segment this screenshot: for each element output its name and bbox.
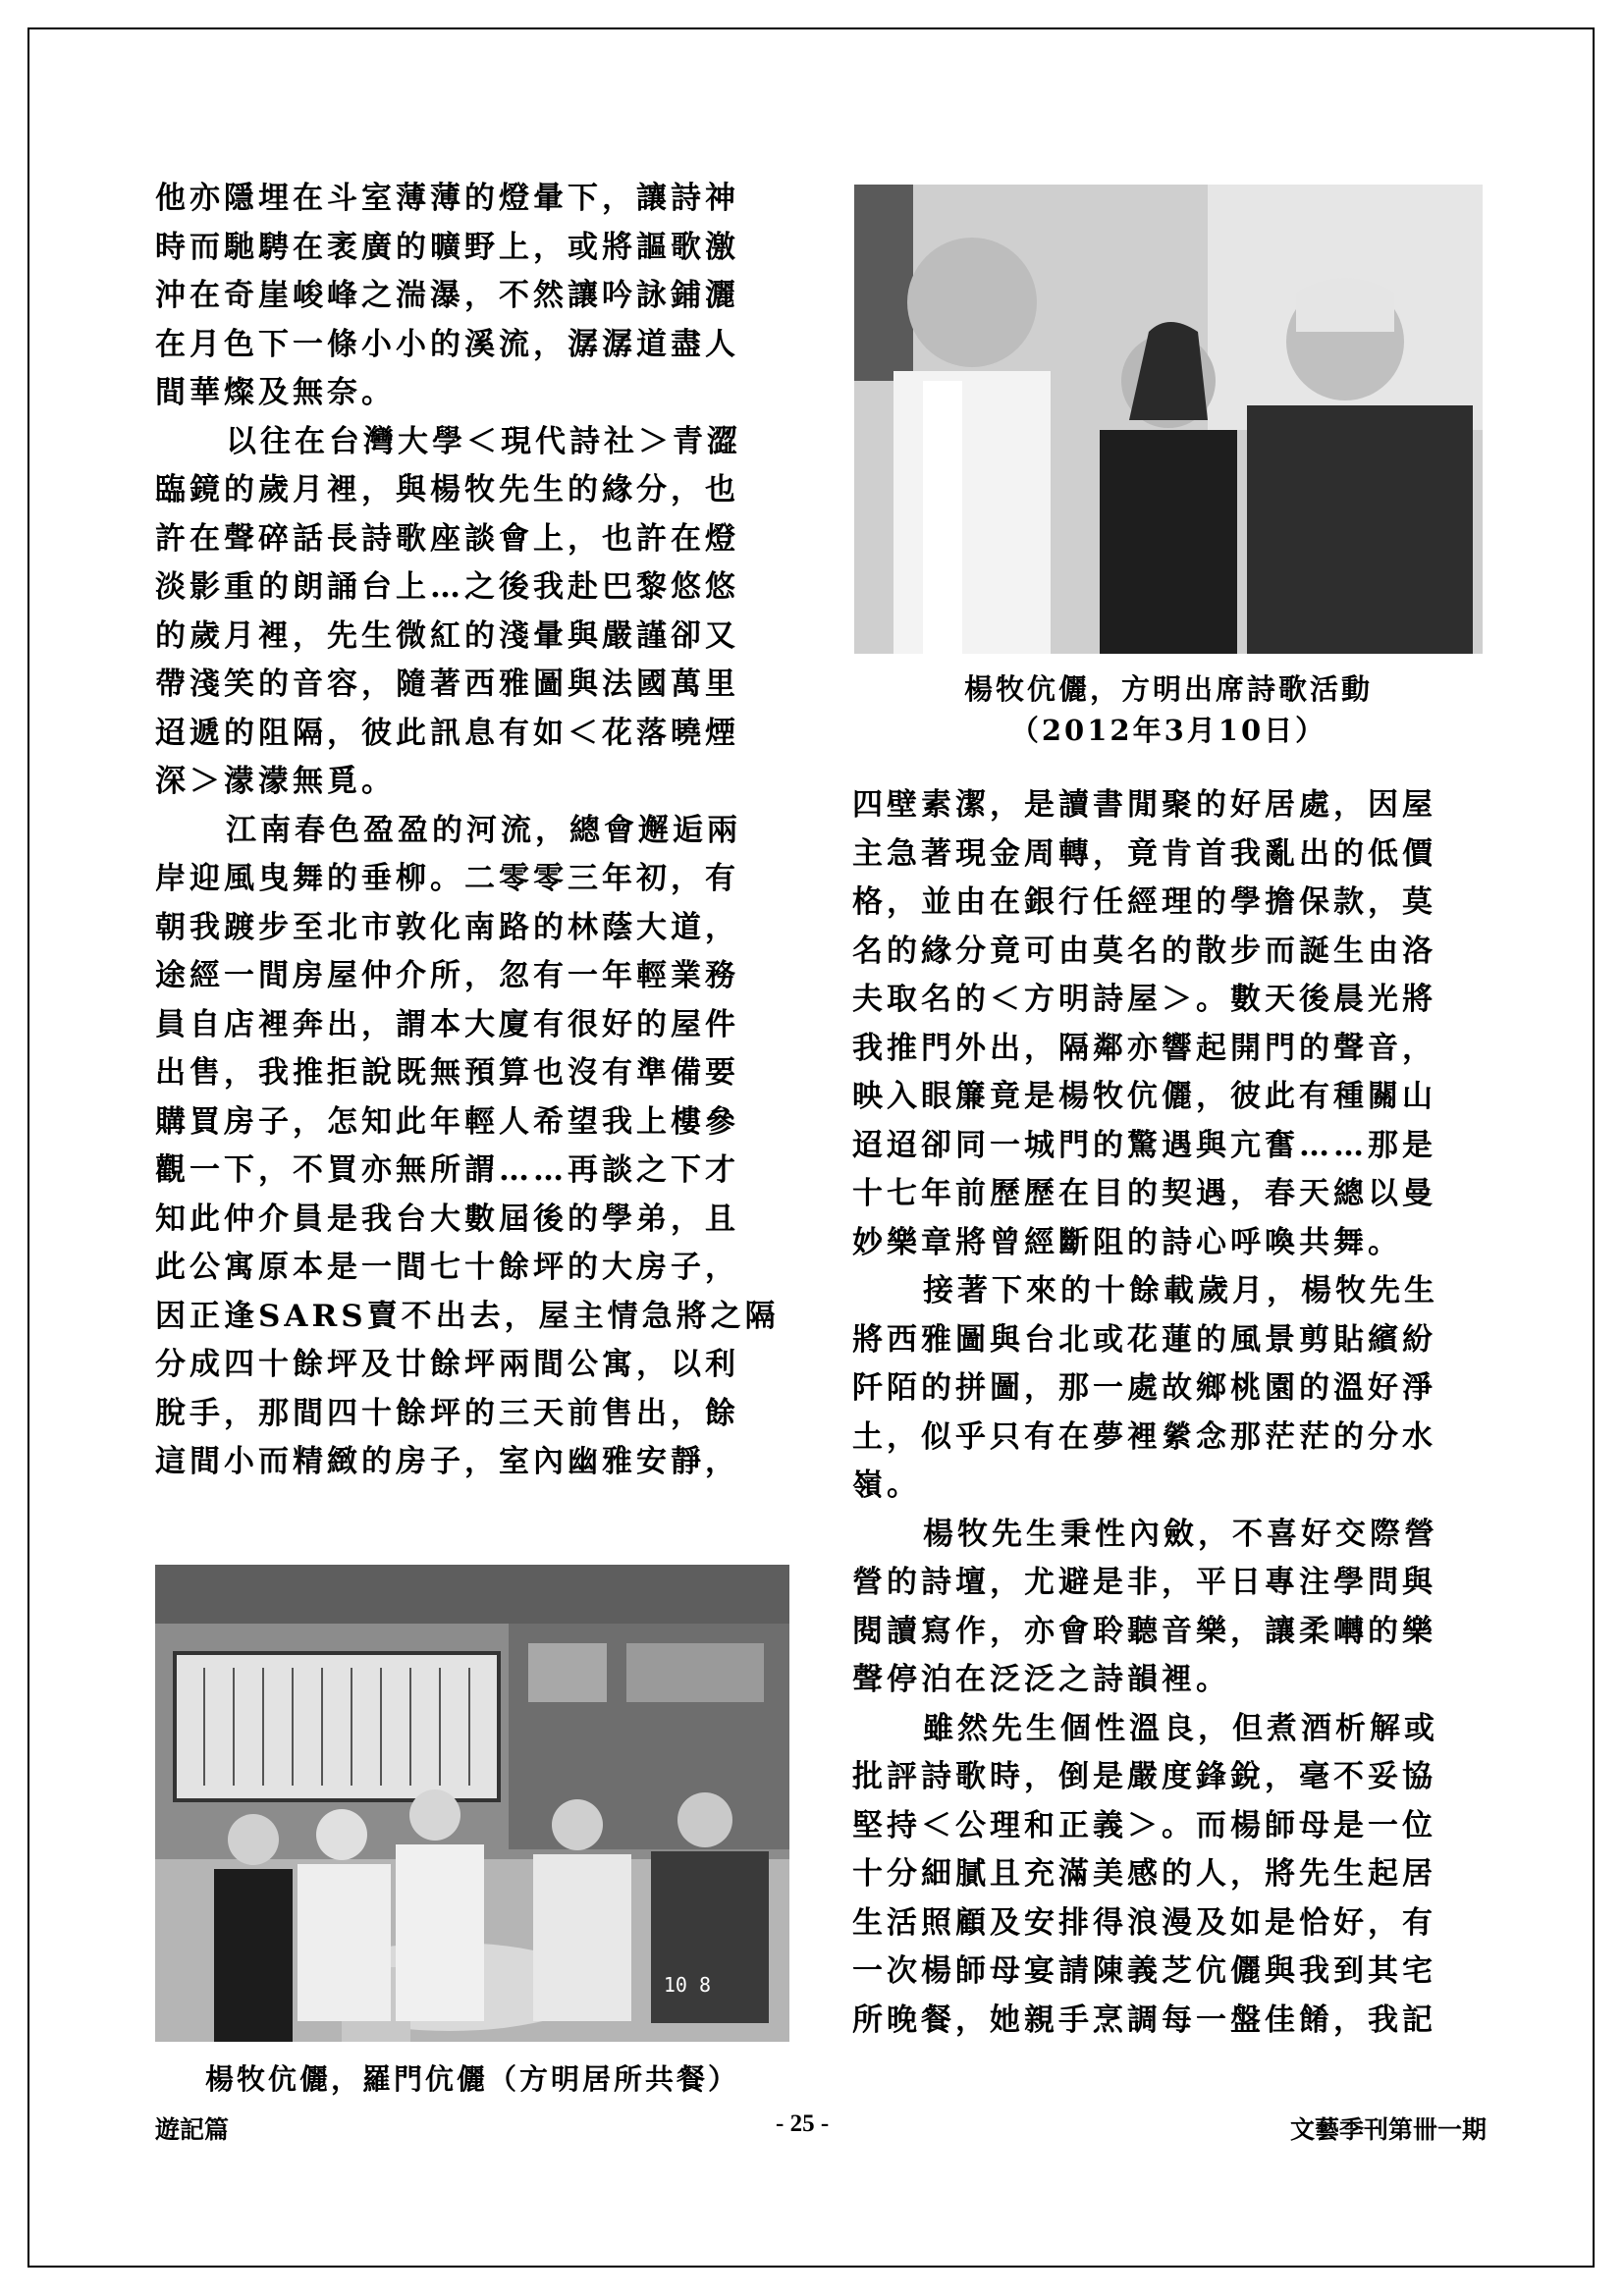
text-line: 映入眼簾竟是楊牧伉儷，彼此有種關山 <box>852 1079 1436 1114</box>
footer-issue: 文藝季刊第卌一期 <box>1289 2115 1487 2144</box>
text-line: 生活照顧及安排得浪漫及如是恰好，有 <box>852 1904 1436 1941</box>
paragraph <box>852 1267 1490 1511</box>
text-line: 閱讀寫作，亦會聆聽音樂，讓柔囀的樂 <box>852 1613 1436 1649</box>
text-line: 十分細膩且充滿美感的人，將先生起居 <box>852 1856 1436 1892</box>
text-line: 一次楊師母宴請陳義芝伉儷與我到其宅 <box>852 1953 1436 1989</box>
text-line: 十七年前歷歷在目的契遇，春天總以曼 <box>852 1176 1436 1211</box>
text-line: 臨鏡的歲月裡，與楊牧先生的緣分，也 <box>155 472 739 507</box>
text-line: 堅持＜公理和正義＞。而楊師母是一位 <box>852 1807 1436 1843</box>
text-line: 此公寓原本是一間七十餘坪的大房子， <box>155 1250 739 1285</box>
text-line: 知此仲介員是我台大數屆後的學弟，且 <box>155 1201 739 1237</box>
text-line: 岸迎風曳舞的垂柳。二零零三年初，有 <box>155 861 739 896</box>
photo-dinner-group <box>155 1565 789 2042</box>
text-line: 接著下來的十餘載歲月，楊牧先生 <box>923 1273 1438 1308</box>
text-line: 雖然先生個性溫良，但煮酒析解或 <box>923 1710 1438 1746</box>
text-line: 所晚餐，她親手烹調每一盤佳餚，我記 <box>852 2002 1436 2038</box>
text-line: 迢迢卻同一城門的驚遇與亢奮……那是 <box>852 1127 1436 1163</box>
paragraph <box>155 807 793 1487</box>
text-line: 迢遞的阻隔，彼此訊息有如＜花落曉煙 <box>155 715 739 751</box>
text-line: 的歲月裡，先生微紅的淺暈與嚴謹卻又 <box>155 617 739 654</box>
text-line: 江南春色盈盈的河流，總會邂逅兩 <box>226 812 741 848</box>
paragraph <box>852 781 1490 1267</box>
paragraph <box>155 418 793 807</box>
text-line: 嶺。 <box>852 1468 921 1503</box>
text-line: 夫取名的＜方明詩屋＞。數天後晨光將 <box>852 982 1436 1017</box>
text-line: 批評詩歌時，倒是嚴度鋒銳，毫不妥協 <box>852 1759 1436 1794</box>
text-line: 許在聲碎話長詩歌座談會上，也許在燈 <box>155 520 739 557</box>
paragraph <box>852 1705 1490 2046</box>
text-line: 聲停泊在泛泛之詩韻裡。 <box>852 1662 1230 1697</box>
text-line: 因正逢SARS賣不出去，屋主情急將之隔 <box>155 1298 780 1334</box>
text-line: 名的緣分竟可由莫名的散步而誕生由洛 <box>852 933 1436 969</box>
photo-top-caption-line2: （2012年3月10日） <box>1009 714 1327 747</box>
text-line: 朝我踱步至北市敦化南路的林蔭大道， <box>155 909 739 945</box>
photo-top-caption-line1: 楊牧伉儷，方明出席詩歌活動 <box>963 672 1373 706</box>
text-line: 時而馳騁在袤廣的曠野上，或將謳歌激 <box>155 229 739 265</box>
text-line: 途經一間房屋仲介所，忽有一年輕業務 <box>155 958 739 993</box>
text-line: 格，並由在銀行任經理的學擔保款，莫 <box>852 884 1436 920</box>
paragraph <box>155 175 793 418</box>
page-number: - 25 - <box>776 2110 830 2137</box>
text-line: 營的詩壇，尤避是非，平日專注學問與 <box>852 1565 1436 1600</box>
text-line: 出售，我推拒說既無預算也沒有準備要 <box>155 1055 739 1091</box>
text-line: 將西雅圖與台北或花蓮的風景剪貼繽紛 <box>852 1321 1436 1358</box>
left-column <box>155 175 793 1487</box>
text-line: 員自店裡奔出，謂本大廈有很好的屋件 <box>155 1006 739 1042</box>
text-line: 主急著現金周轉，竟肯首我亂出的低價 <box>852 835 1436 872</box>
text-line: 楊牧先生秉性內斂，不喜好交際營 <box>923 1516 1438 1552</box>
text-line: 這間小而精緻的房子，室內幽雅安靜， <box>155 1444 739 1479</box>
text-line: 阡陌的拼圖，那一處故鄉桃園的溫好淨 <box>852 1370 1436 1406</box>
text-line: 分成四十餘坪及廿餘坪兩間公寓，以利 <box>155 1347 739 1382</box>
text-line: 沖在奇崖峻峰之湍瀑，不然讓吟詠鋪灑 <box>155 278 739 313</box>
photo-bottom-caption: 楊牧伉儷，羅門伉儷（方明居所共餐） <box>204 2062 739 2096</box>
text-line: 我推門外出，隔鄰亦響起開門的聲音， <box>852 1030 1436 1066</box>
right-column <box>852 781 1490 2045</box>
text-line: 深＞濛濛無覓。 <box>155 764 396 799</box>
photo-three-people <box>854 185 1483 654</box>
text-line: 妙樂章將曾經斷阻的詩心呼喚共舞。 <box>852 1224 1402 1260</box>
text-line: 他亦隱埋在斗室薄薄的燈暈下，讓詩神 <box>155 181 739 216</box>
text-line: 帶淺笑的音容，隨著西雅圖與法國萬里 <box>155 667 739 702</box>
text-line: 間華燦及無奈。 <box>155 375 396 410</box>
text-line: 在月色下一條小小的溪流，潺潺道盡人 <box>155 326 739 362</box>
text-line: 淡影重的朗誦台上…之後我赴巴黎悠悠 <box>155 569 739 605</box>
text-line: 觀一下，不買亦無所謂……再談之下才 <box>155 1152 739 1188</box>
text-line: 以往在台灣大學＜現代詩社＞青澀 <box>226 423 741 459</box>
text-line: 四壁素潔，是讀書閒聚的好居處，因屋 <box>852 787 1436 823</box>
text-line: 購買房子，怎知此年輕人希望我上樓參 <box>155 1103 739 1140</box>
text-line: 土，似乎只有在夢裡縈念那茫茫的分水 <box>852 1418 1436 1455</box>
paragraph <box>852 1511 1490 1705</box>
text-line: 脫手，那間四十餘坪的三天前售出，餘 <box>155 1395 739 1431</box>
photo-date-stamp: 10 8 <box>663 1973 711 1997</box>
footer-section: 遊記篇 <box>155 2115 230 2144</box>
